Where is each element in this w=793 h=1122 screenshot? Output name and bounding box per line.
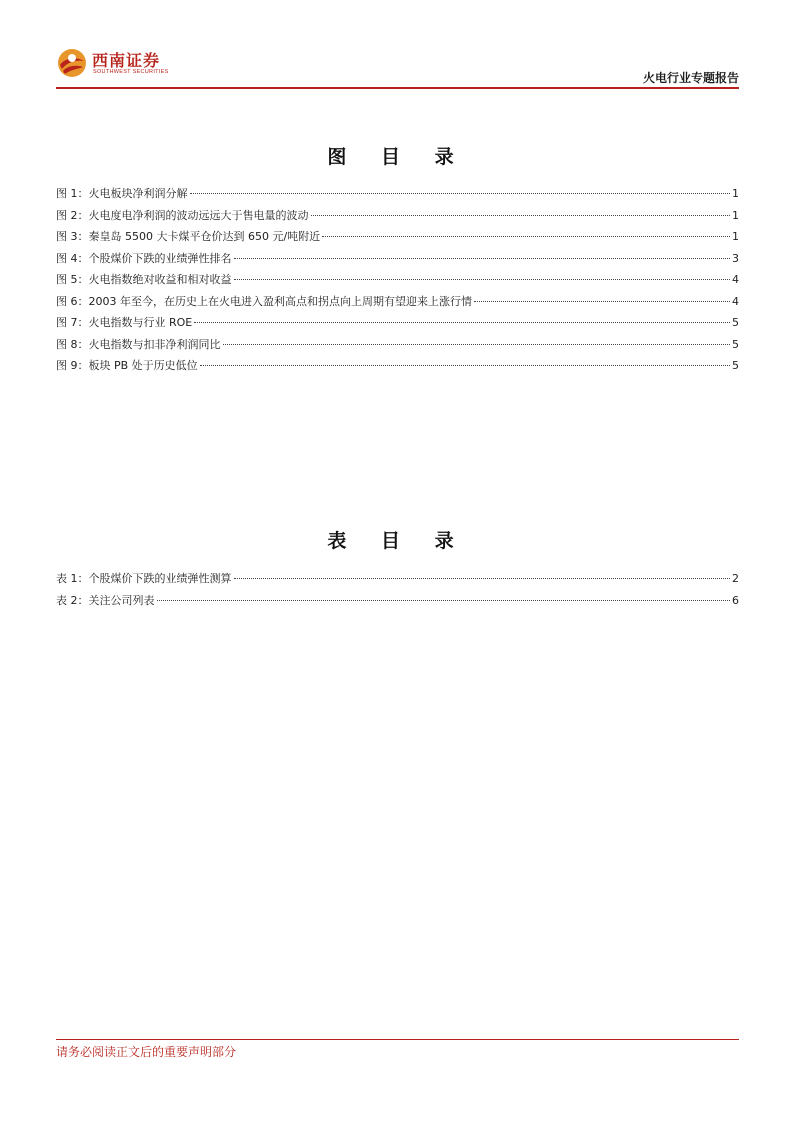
toc-entry-page: 5: [732, 359, 739, 372]
footer-divider: [56, 1039, 739, 1040]
toc-entry[interactable]: [56, 592, 739, 614]
toc-entry-page: 4: [732, 273, 739, 286]
toc-leader: [234, 578, 731, 579]
toc-entry-label: 图 9：板块 PB 处于历史低位: [56, 359, 198, 372]
toc-entry[interactable]: [56, 314, 739, 336]
toc-entry[interactable]: [56, 570, 739, 592]
figures-toc-title: 图 目 录: [327, 146, 468, 168]
toc-entry-page: 2: [732, 572, 739, 585]
toc-entry-label: 图 6：2003 年至今，在历史上在火电进入盈利高点和拐点向上周期有望迎来上涨行情: [56, 294, 472, 308]
toc-leader: [200, 365, 730, 366]
page-header: [56, 45, 739, 89]
toc-entry-label: 表 2：关注公司列表: [56, 593, 155, 607]
toc-entry-page: 5: [732, 337, 739, 351]
toc-entry-page: 6: [732, 593, 739, 607]
toc-entry[interactable]: [56, 228, 739, 250]
toc-entry-page: 5: [732, 316, 739, 329]
toc-entry-label: 图 2：火电度电净利润的波动远远大于售电量的波动: [56, 208, 309, 222]
company-logo: [56, 45, 216, 85]
toc-leader: [190, 193, 731, 194]
toc-leader: [194, 322, 730, 323]
toc-leader: [322, 236, 730, 237]
toc-entry-label: 图 1：火电板块净利润分解: [56, 187, 188, 200]
figures-toc-list: [56, 185, 739, 379]
toc-entry-label: 图 4：个股煤价下跌的业绩弹性排名: [56, 251, 232, 265]
toc-entry-page: 4: [732, 294, 739, 308]
toc-entry[interactable]: [56, 357, 739, 379]
toc-entry-page: 1: [732, 187, 739, 200]
toc-entry[interactable]: [56, 250, 739, 272]
toc-entry[interactable]: [56, 336, 739, 358]
toc-entry[interactable]: [56, 185, 739, 207]
toc-entry-label: 图 3：秦皇岛 5500 大卡煤平仓价达到 650 元/吨附近: [56, 230, 321, 243]
footer-disclaimer: 请务必阅读正文后的重要声明部分: [56, 1045, 237, 1059]
toc-entry-page: 1: [732, 230, 739, 243]
toc-entry[interactable]: [56, 293, 739, 315]
toc-entry-label: 图 5：火电指数绝对收益和相对收益: [56, 273, 232, 286]
toc-leader: [474, 301, 730, 302]
toc-entry-label: 图 7：火电指数与行业 ROE: [56, 316, 193, 329]
toc-leader: [223, 344, 731, 345]
toc-leader: [157, 600, 731, 601]
toc-entry-page: 1: [732, 208, 739, 222]
toc-entry-page: 3: [732, 251, 739, 265]
header-divider: [56, 87, 739, 89]
toc-entry-label: 图 8：火电指数与扣非净利润同比: [56, 337, 221, 351]
logo-name-cn: 西南证券: [92, 51, 161, 70]
toc-entry-label: 表 1：个股煤价下跌的业绩弹性测算: [56, 572, 232, 585]
tables-toc-title: 表 目 录: [327, 530, 468, 552]
logo-name-en: SOUTHWEST SECURITIES: [93, 69, 169, 75]
toc-entry[interactable]: [56, 207, 739, 229]
tables-toc-list: [56, 570, 739, 613]
toc-leader: [234, 258, 731, 259]
logo-emblem-icon: [56, 47, 88, 79]
report-title: 火电行业专题报告: [642, 71, 739, 85]
toc-entry[interactable]: [56, 271, 739, 293]
toc-leader: [234, 279, 731, 280]
toc-leader: [311, 215, 731, 216]
